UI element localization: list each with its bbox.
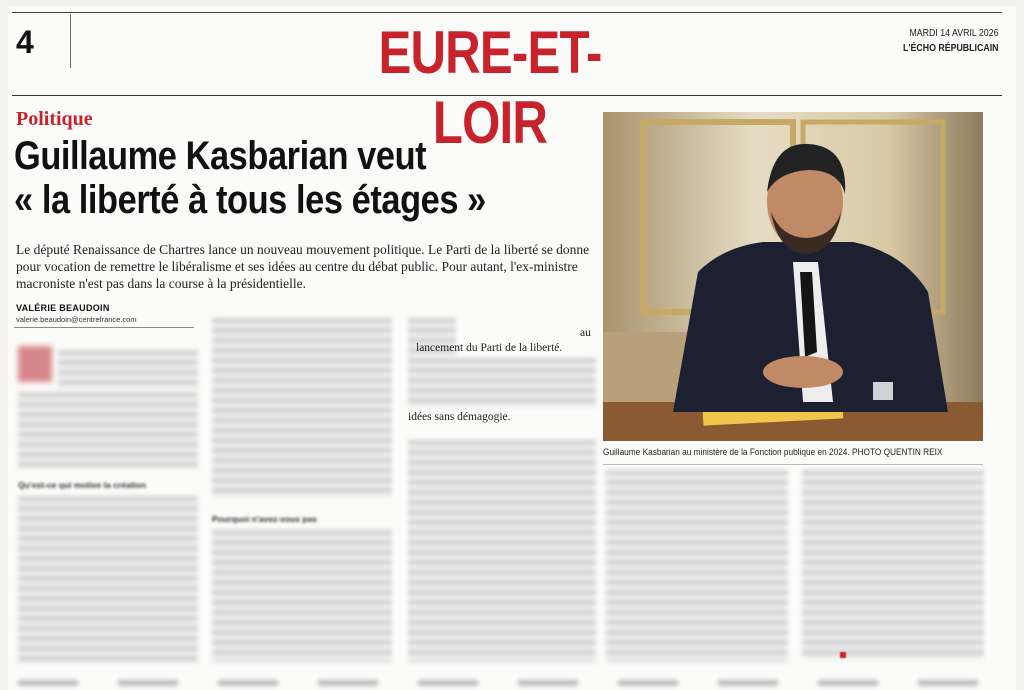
end-of-article-mark (840, 652, 846, 658)
drop-cap (18, 346, 52, 382)
publication-name: L'ÉCHO RÉPUBLICAIN (902, 43, 998, 54)
article-kicker: Politique (16, 108, 93, 130)
text-fragment: idées sans démagogie. (408, 411, 511, 423)
page-number: 4 (16, 24, 34, 60)
caption-rule (603, 464, 983, 465)
body-text-block (18, 496, 198, 664)
photo-illustration (603, 112, 983, 441)
article-lead: Le député Renaissance de Chartres lance un nouveau mouvement politique. Le Parti de la liberté se donne pour vocation de remettre le libéralisme et ses idées au centre du débat public. Pour autant, l'ex-ministre macroniste n'est pas dans la course à la présidentielle. (16, 242, 590, 291)
publication-date: MARDI 14 AVRIL 2026 (908, 28, 998, 39)
header-rule (12, 95, 1002, 96)
author-byline: VALÉRIE BEAUDOIN (16, 303, 110, 313)
dateline (903, 26, 998, 56)
text-fragment: au (580, 327, 591, 339)
body-text-block (408, 358, 596, 408)
body-text-block (212, 318, 392, 498)
body-text-block (802, 470, 984, 660)
body-text-block (606, 470, 788, 662)
body-text-block (58, 350, 198, 390)
text-fragment: lancement du Parti de la liberté. (416, 342, 563, 354)
body-text-block (18, 392, 198, 468)
section-title: EURE-ET-LOIR (378, 19, 602, 156)
headline-line-2: « la liberté à tous les étages » (14, 178, 486, 222)
byline-rule (14, 327, 194, 328)
body-text-block (408, 440, 596, 662)
subhead: Qu'est-ce qui motive la création (18, 480, 147, 490)
body-text-block (212, 530, 392, 662)
bottom-text-strip (18, 680, 984, 686)
top-rule (12, 12, 1002, 13)
subhead: Pourquoi n'avez-vous pas (212, 514, 317, 524)
photo-caption: Guillaume Kasbarian au ministère de la Fonction publique en 2024. PHOTO QUENTIN REIX (603, 447, 943, 457)
article-headline (14, 134, 530, 222)
headline-line-1: Guillaume Kasbarian veut (14, 134, 427, 178)
author-email: valerie.beaudoin@centrefrance.com (16, 315, 137, 324)
page-number-divider (70, 14, 71, 68)
article-photo (603, 112, 983, 441)
